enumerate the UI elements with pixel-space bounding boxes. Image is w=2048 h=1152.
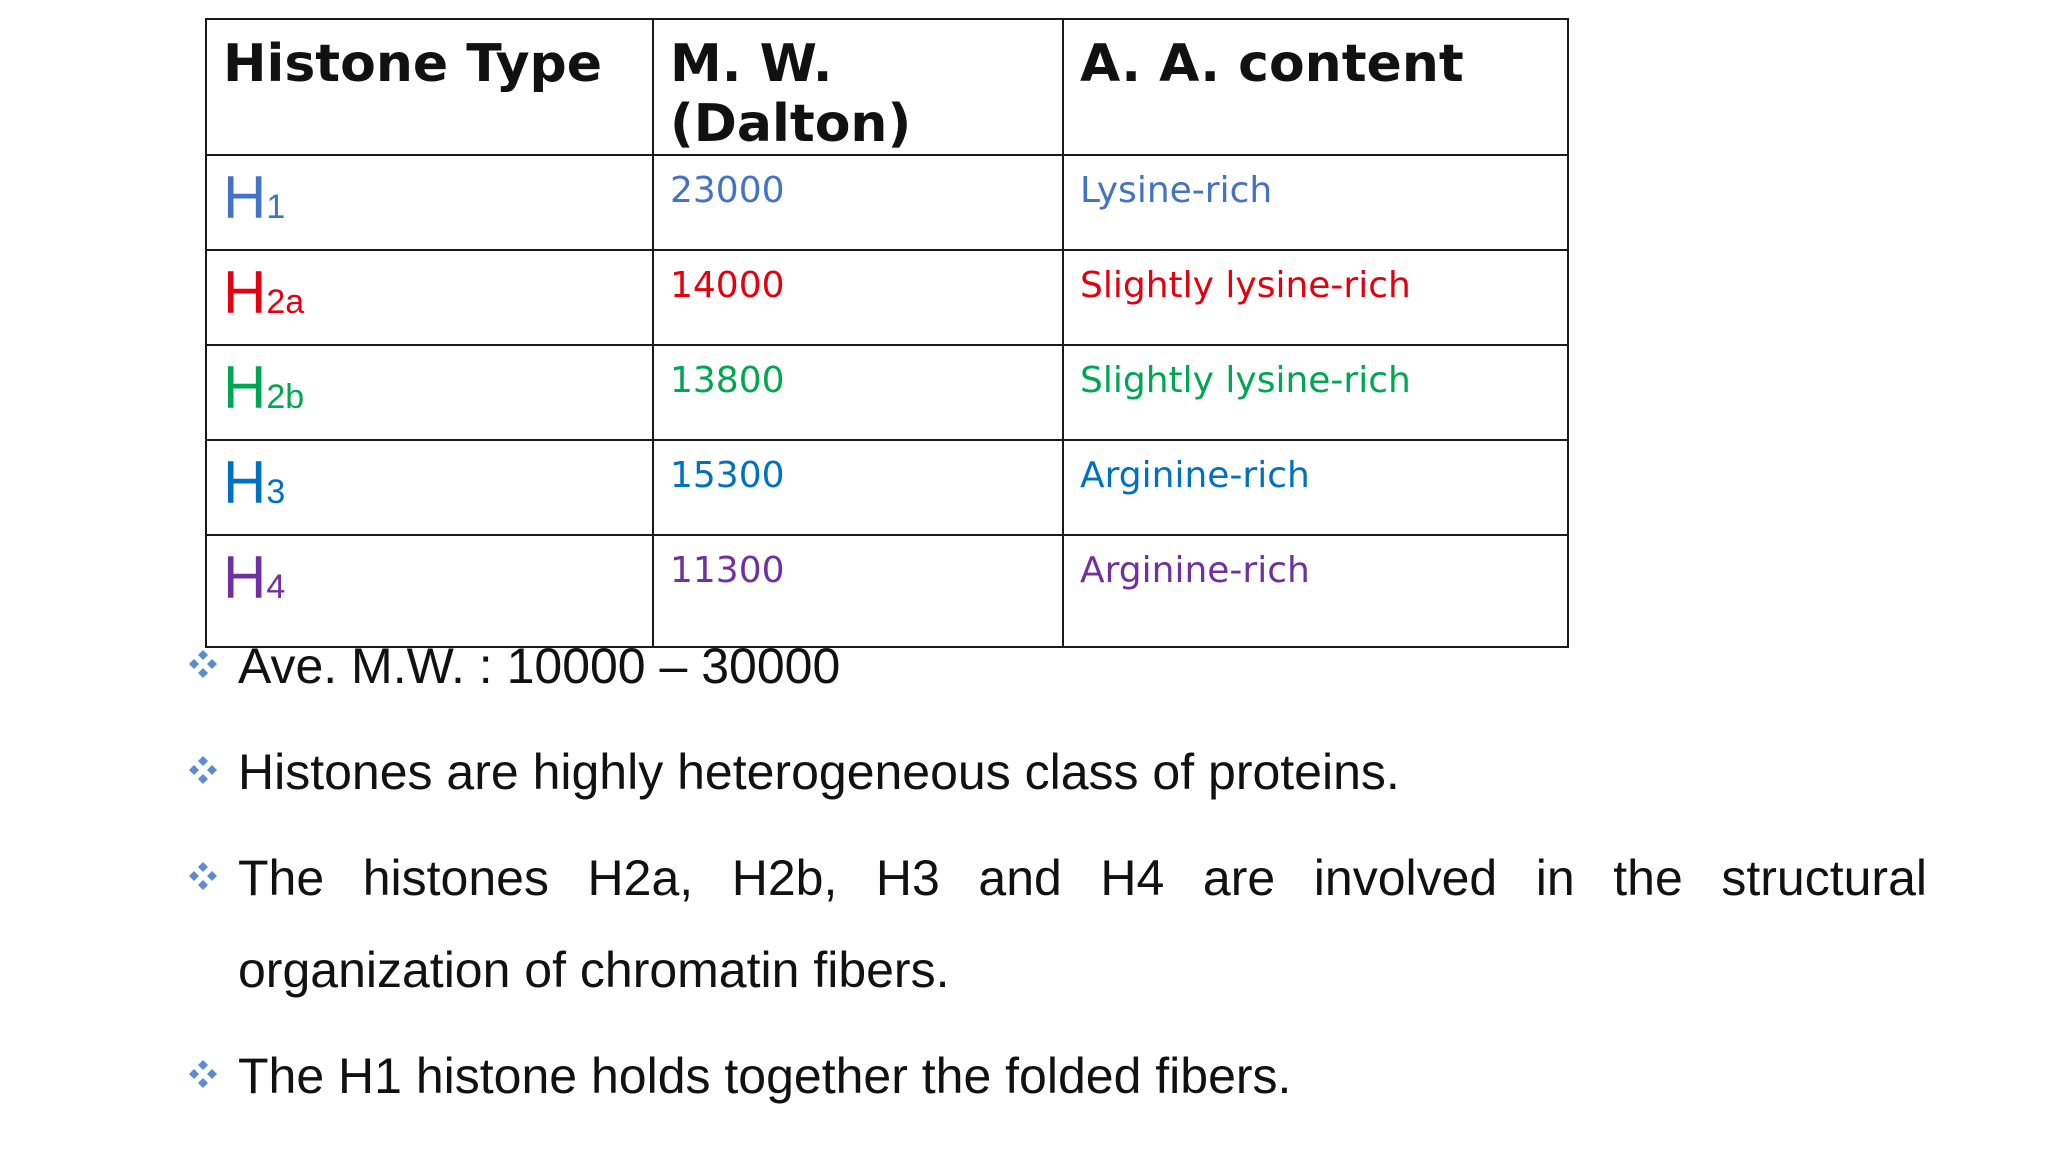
bullet-text: Histones are highly heterogeneous class of proteins. [238, 744, 1400, 800]
header-aa-content: A. A. content [1063, 19, 1568, 155]
aa-content-cell: Arginine-rich [1063, 535, 1568, 647]
bullet-item [182, 726, 1927, 818]
histone-subscript: 1 [266, 188, 286, 226]
diamond-cluster-icon [182, 832, 224, 924]
histone-type-cell [206, 155, 653, 250]
header-histone-type: Histone Type [206, 19, 653, 155]
header-molecular-weight: M. W. (Dalton) [653, 19, 1063, 155]
aa-content-cell: Slightly lysine-rich [1063, 345, 1568, 440]
histone-type-cell [206, 345, 653, 440]
diamond-cluster-icon [182, 1030, 224, 1122]
bullet-item [182, 1030, 1927, 1122]
molecular-weight-cell: 13800 [653, 345, 1063, 440]
histone-type-cell [206, 440, 653, 535]
histone-subscript: 4 [266, 568, 286, 606]
histone-base: H [223, 259, 267, 326]
histone-base: H [223, 354, 267, 421]
histone-type-cell [206, 250, 653, 345]
histone-base: H [223, 544, 267, 611]
molecular-weight-cell: 23000 [653, 155, 1063, 250]
diamond-cluster-icon [182, 620, 224, 712]
aa-content-cell: Arginine-rich [1063, 440, 1568, 535]
histone-base: H [223, 164, 267, 231]
bullet-item [182, 832, 1927, 1016]
table-row [206, 345, 1568, 440]
histone-base: H [223, 449, 267, 516]
bullet-text: The histones H2a, H2b, H3 and H4 are involved in the structural organization of chromatin fibers. [238, 850, 1927, 998]
diamond-cluster-icon [182, 726, 224, 818]
molecular-weight-cell: 11300 [653, 535, 1063, 647]
histone-table [205, 18, 1569, 648]
aa-content-cell: Slightly lysine-rich [1063, 250, 1568, 345]
histone-subscript: 3 [266, 473, 286, 511]
histone-subscript: 2a [266, 283, 305, 321]
table-row [206, 440, 1568, 535]
table-row [206, 155, 1568, 250]
molecular-weight-cell: 15300 [653, 440, 1063, 535]
bullet-item [182, 620, 1927, 712]
bullet-list [182, 620, 1927, 1136]
molecular-weight-cell: 14000 [653, 250, 1063, 345]
table-row [206, 250, 1568, 345]
histone-subscript: 2b [266, 378, 305, 416]
bullet-text: The H1 histone holds together the folded fibers. [238, 1048, 1292, 1104]
aa-content-cell: Lysine-rich [1063, 155, 1568, 250]
table-header-row [206, 19, 1568, 155]
bullet-text: Ave. M.W. : 10000 – 30000 [238, 638, 841, 694]
